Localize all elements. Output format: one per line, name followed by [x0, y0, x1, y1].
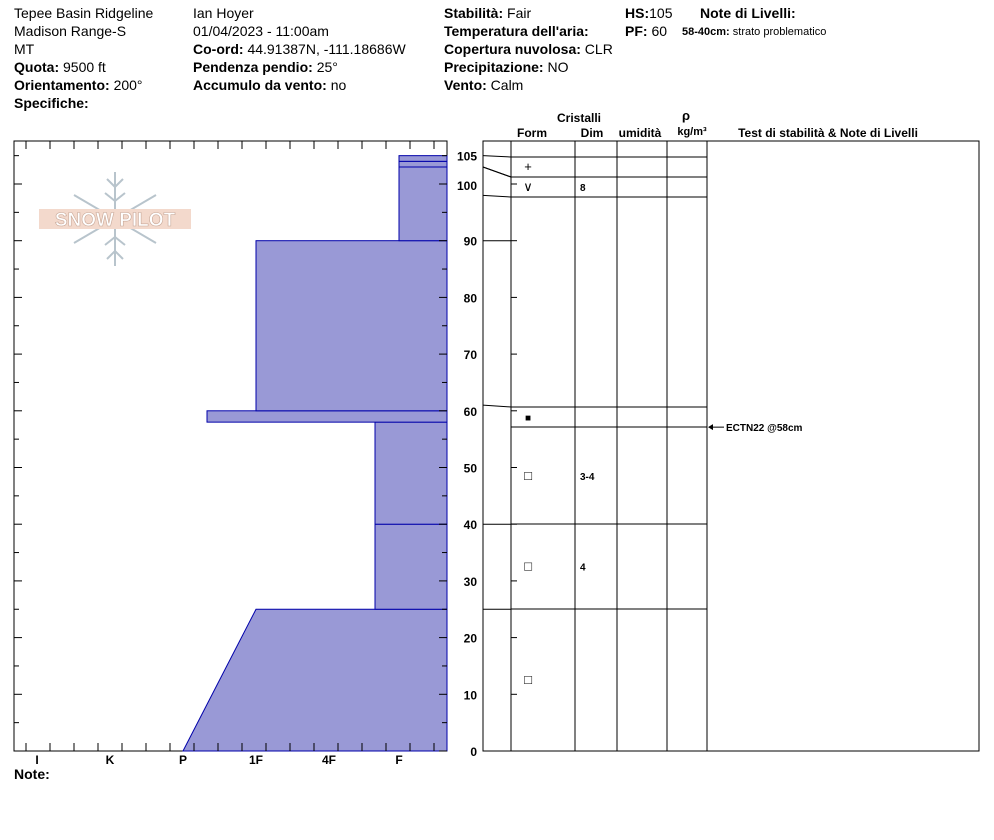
state: MT	[14, 41, 35, 57]
depth-connector	[483, 405, 511, 407]
y-tick-label-40: 40	[463, 518, 477, 533]
y-tick-label-0: 0	[470, 745, 477, 759]
layer-size-1: 8	[580, 183, 586, 194]
test-arrow-head-0	[708, 424, 713, 430]
aspect: Orientamento: 200°	[14, 77, 143, 93]
layer-form-symbol-3: □	[524, 468, 532, 484]
layer-notes-title: Note di Livelli:	[700, 5, 796, 21]
layer-size-4: 4	[580, 562, 586, 574]
layer-form-symbol-4: □	[524, 558, 532, 574]
hardness-layer-4	[256, 241, 447, 411]
x-tick-label-P: P	[178, 753, 188, 767]
header-tests: Test di stabilità & Note di Livelli	[738, 126, 918, 140]
hardness-layer-2	[375, 422, 447, 524]
hardness-layer-0	[183, 609, 447, 751]
y-tick-label-105: 105	[456, 149, 477, 164]
test-label-0: ECTN22 @58cm	[726, 423, 803, 435]
sky-cover: Copertura nuvolosa: CLR	[444, 41, 613, 57]
y-tick-label-60: 60	[463, 404, 477, 419]
slope-angle: Pendenza pendio: 25°	[193, 59, 338, 75]
svg-text:SNOW PILOT: SNOW PILOT	[54, 210, 176, 231]
layer-table-frame	[483, 141, 979, 751]
x-tick-label-K: K	[105, 753, 115, 767]
foot-penetration: PF: 60	[625, 23, 668, 39]
x-tick-label-1F: 1F	[248, 753, 264, 767]
stability: Stabilità: Fair	[444, 5, 532, 21]
specifics: Specifiche:	[14, 95, 89, 111]
layer-form-symbol-1: ∨	[523, 179, 533, 194]
layer-size-3: 3-4	[580, 472, 595, 484]
mountain-range: Madison Range-S	[14, 23, 127, 39]
layer-note-item: 58-40cm: strato problematico	[682, 26, 827, 38]
air-temperature: Temperatura dell'aria:	[444, 23, 589, 39]
hardness-layer-7	[399, 156, 447, 162]
y-tick-label-50: 50	[463, 461, 477, 476]
header-density-symbol: ρ	[681, 108, 691, 123]
snow-height: HS:105	[625, 5, 673, 21]
precipitation: Precipitazione: NO	[444, 59, 569, 75]
snowpilot-logo	[39, 172, 191, 266]
notes: Note:	[14, 766, 50, 782]
hardness-layer-3	[207, 411, 447, 422]
hardness-layer-6	[399, 161, 447, 167]
y-tick-label-30: 30	[463, 574, 477, 589]
y-tick-label-80: 80	[463, 291, 477, 306]
elevation: Quota: 9500 ft	[14, 59, 106, 75]
layer-form-symbol-0: +	[524, 159, 532, 174]
observer: Ian Hoyer	[193, 5, 254, 21]
y-tick-label-20: 20	[463, 631, 477, 646]
y-tick-label-90: 90	[463, 234, 477, 249]
depth-connector	[483, 156, 511, 157]
hardness-layer-5	[399, 167, 447, 241]
depth-connector	[483, 167, 511, 177]
header-density-unit: kg/m³	[677, 126, 707, 138]
coordinates: Co-ord: 44.91387N, -111.18686W	[193, 41, 406, 57]
x-tick-label-F: F	[395, 753, 403, 767]
datetime: 01/04/2023 - 11:00am	[193, 23, 329, 39]
wind-loading: Accumulo da vento: no	[193, 77, 347, 93]
header-size: Dim	[580, 126, 604, 140]
header-crystals: Cristalli	[556, 111, 602, 125]
header-moisture: umidità	[618, 126, 662, 140]
x-tick-label-I: I	[35, 753, 39, 767]
layer-form-symbol-5: □	[524, 672, 532, 688]
y-tick-label-100: 100	[456, 179, 477, 193]
header-form: Form	[517, 126, 547, 140]
depth-connector	[483, 195, 511, 197]
y-tick-label-70: 70	[463, 348, 477, 363]
x-tick-label-4F: 4F	[321, 753, 337, 767]
location-name: Tepee Basin Ridgeline	[14, 5, 154, 21]
layer-form-symbol-2: ■	[524, 413, 532, 424]
wind: Vento: Calm	[444, 77, 524, 93]
hardness-layer-1	[375, 524, 447, 609]
y-tick-label-10: 10	[463, 688, 477, 703]
